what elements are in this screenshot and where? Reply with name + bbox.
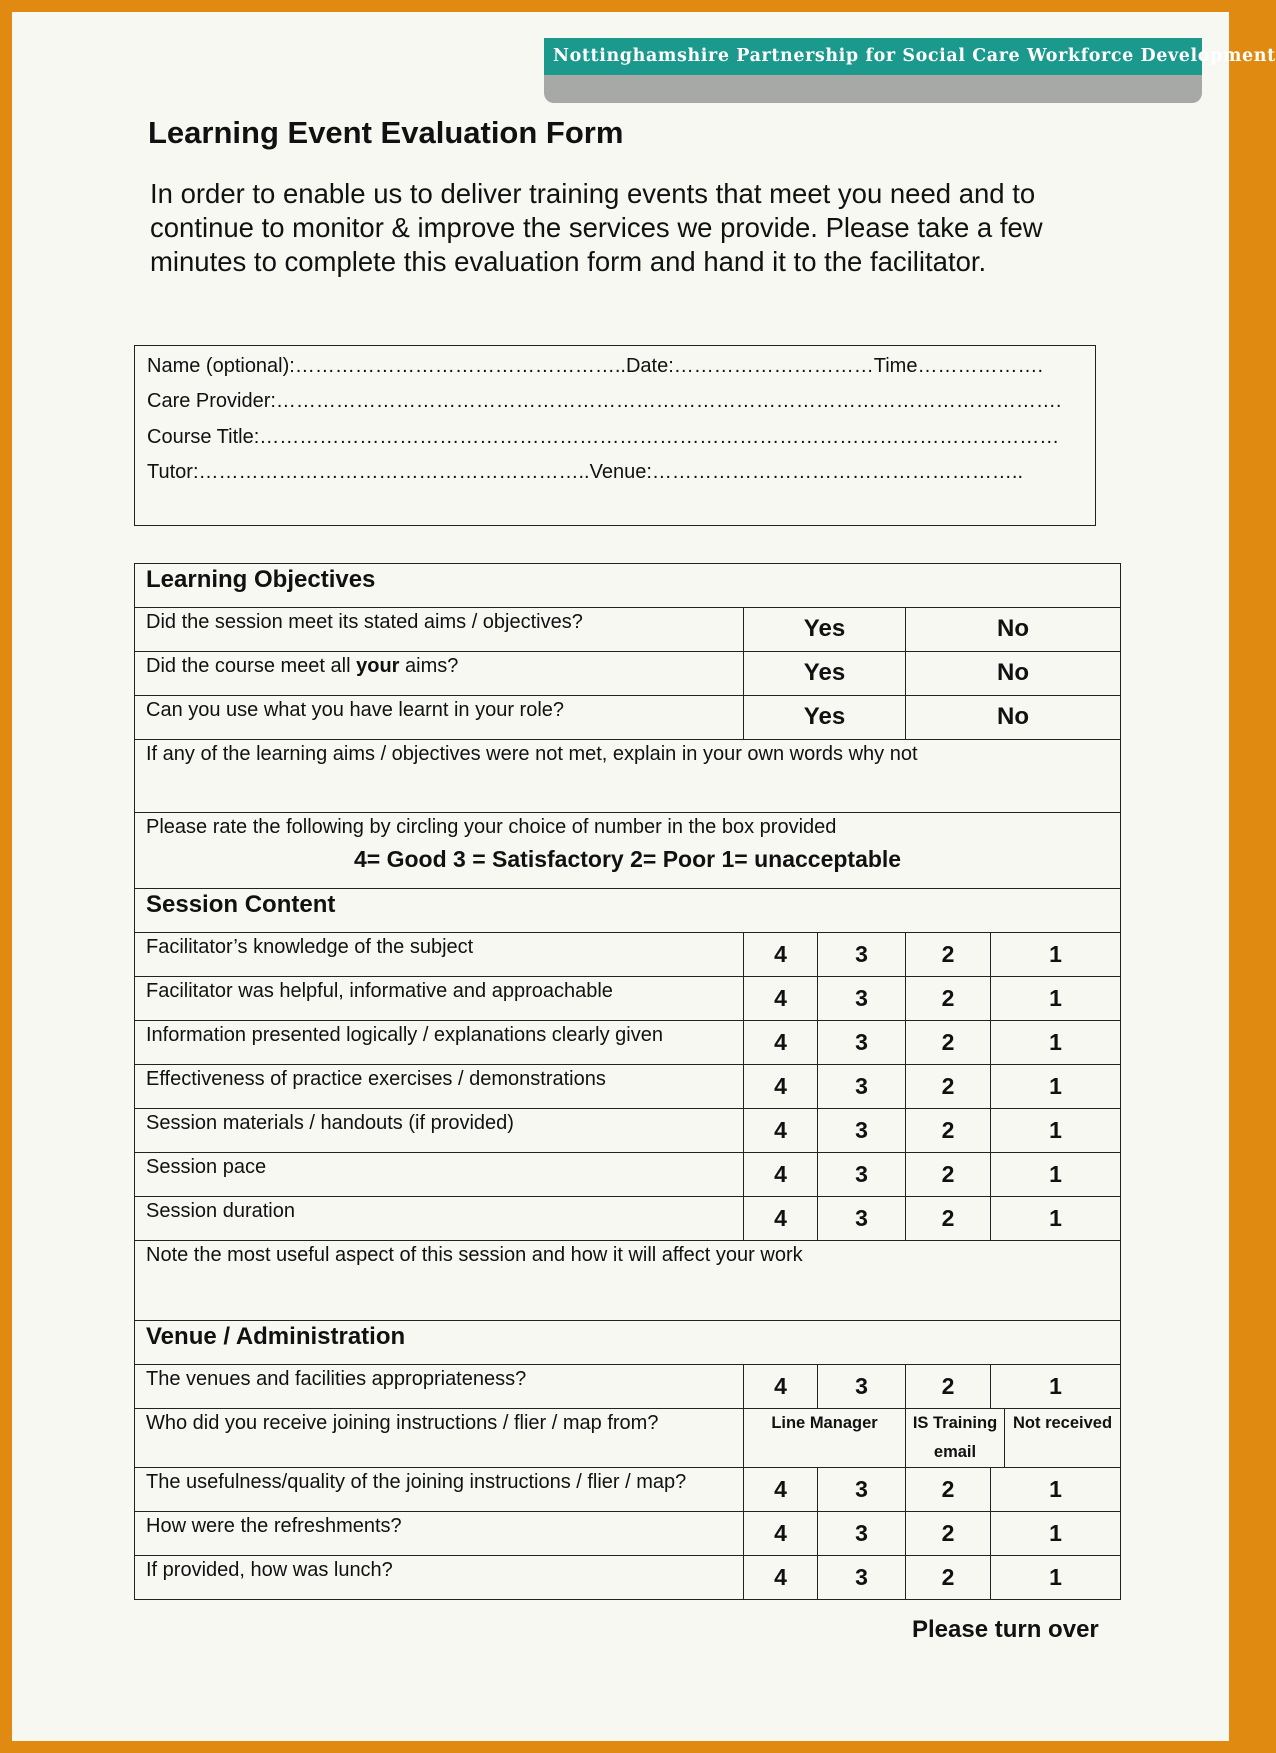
rating-2[interactable]: 2 [906, 1153, 991, 1197]
rating-3[interactable]: 3 [818, 1021, 906, 1065]
form-page [12, 12, 1276, 1741]
rating-2[interactable]: 2 [906, 977, 991, 1021]
rating-instruction-row [135, 813, 1121, 889]
rating-question: The venues and facilities appropriateness? [135, 1365, 744, 1409]
rating-question: Facilitator’s knowledge of the subject [135, 933, 744, 977]
rating-2[interactable]: 2 [906, 1512, 991, 1556]
rating-4[interactable]: 4 [744, 1021, 818, 1065]
no-option[interactable]: No [906, 696, 1121, 740]
rating-question: Session materials / handouts (if provided) [135, 1109, 744, 1153]
joining-instructions-question: Who did you receive joining instructions / flier / map from? [135, 1409, 744, 1468]
objective-question: Did the session meet its stated aims / objectives? [135, 608, 744, 652]
rating-4[interactable]: 4 [744, 1197, 818, 1241]
rating-row [135, 1512, 1121, 1556]
yes-option[interactable]: Yes [744, 652, 906, 696]
rating-instruction-text: Please rate the following by circling your choice of number in the box provided [146, 816, 837, 838]
rating-4[interactable]: 4 [744, 1468, 818, 1512]
rating-4[interactable]: 4 [744, 1365, 818, 1409]
joining-instructions-row [135, 1409, 1121, 1468]
yes-option[interactable]: Yes [744, 696, 906, 740]
rating-2[interactable]: 2 [906, 1468, 991, 1512]
rating-3[interactable]: 3 [818, 1556, 906, 1600]
rating-2[interactable]: 2 [906, 1065, 991, 1109]
rating-question: Information presented logically / explanations clearly given [135, 1021, 744, 1065]
rating-row [135, 1065, 1121, 1109]
rating-1[interactable]: 1 [991, 1109, 1121, 1153]
rating-1[interactable]: 1 [991, 1556, 1121, 1600]
rating-2[interactable]: 2 [906, 933, 991, 977]
explain-answer-box[interactable]: If any of the learning aims / objectives were not met, explain in your own words why not [135, 740, 1121, 813]
organisation-banner [544, 38, 1276, 103]
rating-1[interactable]: 1 [991, 1021, 1121, 1065]
objective-question: Can you use what you have learnt in your role? [135, 696, 744, 740]
rating-4[interactable]: 4 [744, 1065, 818, 1109]
rating-3[interactable]: 3 [818, 1153, 906, 1197]
rating-1[interactable]: 1 [991, 977, 1121, 1021]
course-title-field[interactable]: Course Title:………………………………………………………………………………………………………… [147, 426, 1060, 448]
rating-1[interactable]: 1 [991, 1065, 1121, 1109]
tutor-venue-field[interactable]: Tutor:…………………………………………………..Venue:……………………………………………….. [147, 461, 1024, 483]
form-title: Learning Event Evaluation Form [148, 115, 624, 150]
objective-question: Did the course meet all your aims? [135, 652, 744, 696]
rating-2[interactable]: 2 [906, 1365, 991, 1409]
rating-row [135, 1021, 1121, 1065]
rating-1[interactable]: 1 [991, 1512, 1121, 1556]
rating-row [135, 1365, 1121, 1409]
learning-objectives-heading: Learning Objectives [135, 564, 1121, 608]
rating-scale-legend: 4= Good 3 = Satisfactory 2= Poor 1= unacceptable [353, 846, 902, 872]
turn-over-note: Please turn over [912, 1616, 1099, 1643]
rating-2[interactable]: 2 [906, 1109, 991, 1153]
rating-3[interactable]: 3 [818, 1365, 906, 1409]
rating-4[interactable]: 4 [744, 1556, 818, 1600]
yes-option[interactable]: Yes [744, 608, 906, 652]
name-date-time-field[interactable]: Name (optional):…………………………………………..Date:…………………………Time………………. [147, 355, 1044, 377]
rating-2[interactable]: 2 [906, 1021, 991, 1065]
line-manager-option[interactable]: Line Manager [744, 1409, 906, 1468]
useful-aspect-row [135, 1241, 1121, 1321]
rating-3[interactable]: 3 [818, 933, 906, 977]
rating-3[interactable]: 3 [818, 1109, 906, 1153]
rating-1[interactable]: 1 [991, 1468, 1121, 1512]
rating-question: Session pace [135, 1153, 744, 1197]
venue-admin-header-row [135, 1321, 1121, 1365]
rating-4[interactable]: 4 [744, 1512, 818, 1556]
rating-row [135, 977, 1121, 1021]
rating-1[interactable]: 1 [991, 1153, 1121, 1197]
rating-2[interactable]: 2 [906, 1197, 991, 1241]
rating-4[interactable]: 4 [744, 933, 818, 977]
rating-2[interactable]: 2 [906, 1556, 991, 1600]
useful-aspect-answer-box[interactable]: Note the most useful aspect of this session and how it will affect your work [135, 1241, 1121, 1321]
no-option[interactable]: No [906, 652, 1121, 696]
rating-question: If provided, how was lunch? [135, 1556, 744, 1600]
rating-4[interactable]: 4 [744, 1109, 818, 1153]
rating-row [135, 1556, 1121, 1600]
rating-row [135, 1468, 1121, 1512]
rating-question: The usefulness/quality of the joining instructions / flier / map? [135, 1468, 744, 1512]
venue-admin-heading: Venue / Administration [135, 1321, 1121, 1365]
is-training-email-option[interactable]: IS Training email [906, 1409, 1005, 1468]
no-option[interactable]: No [906, 608, 1121, 652]
objective-row [135, 608, 1121, 652]
rating-1[interactable]: 1 [991, 1197, 1121, 1241]
rating-3[interactable]: 3 [818, 1065, 906, 1109]
organisation-name: Nottinghamshire Partnership for Social Care Workforce Development [544, 38, 1202, 75]
rating-row [135, 933, 1121, 977]
learning-objectives-header-row [135, 564, 1121, 608]
objective-row [135, 652, 1121, 696]
rating-row [135, 1153, 1121, 1197]
rating-question: Session duration [135, 1197, 744, 1241]
explain-row [135, 740, 1121, 813]
rating-3[interactable]: 3 [818, 977, 906, 1021]
session-content-header-row [135, 889, 1121, 933]
rating-row [135, 1197, 1121, 1241]
not-received-option[interactable]: Not received [1005, 1409, 1121, 1468]
rating-1[interactable]: 1 [991, 933, 1121, 977]
session-content-heading: Session Content [135, 889, 1121, 933]
rating-instruction [135, 813, 1121, 889]
participant-details-box [134, 345, 1096, 526]
rating-4[interactable]: 4 [744, 1153, 818, 1197]
rating-3[interactable]: 3 [818, 1468, 906, 1512]
care-provider-field[interactable]: Care Provider:………………………………………………………………………………………………………. [147, 390, 1062, 412]
rating-question: Facilitator was helpful, informative and approachable [135, 977, 744, 1021]
rating-3[interactable]: 3 [818, 1512, 906, 1556]
rating-3[interactable]: 3 [818, 1197, 906, 1241]
rating-row [135, 1109, 1121, 1153]
evaluation-table [134, 563, 1121, 1600]
rating-question: How were the refreshments? [135, 1512, 744, 1556]
rating-question: Effectiveness of practice exercises / demonstrations [135, 1065, 744, 1109]
rating-4[interactable]: 4 [744, 977, 818, 1021]
rating-1[interactable]: 1 [991, 1365, 1121, 1409]
objective-row [135, 696, 1121, 740]
intro-text: In order to enable us to deliver training events that meet you need and to continue to monitor & improve the services we provide. Please take a few minutes to complete this evaluation form and hand it to the facilitator. [150, 178, 1043, 277]
